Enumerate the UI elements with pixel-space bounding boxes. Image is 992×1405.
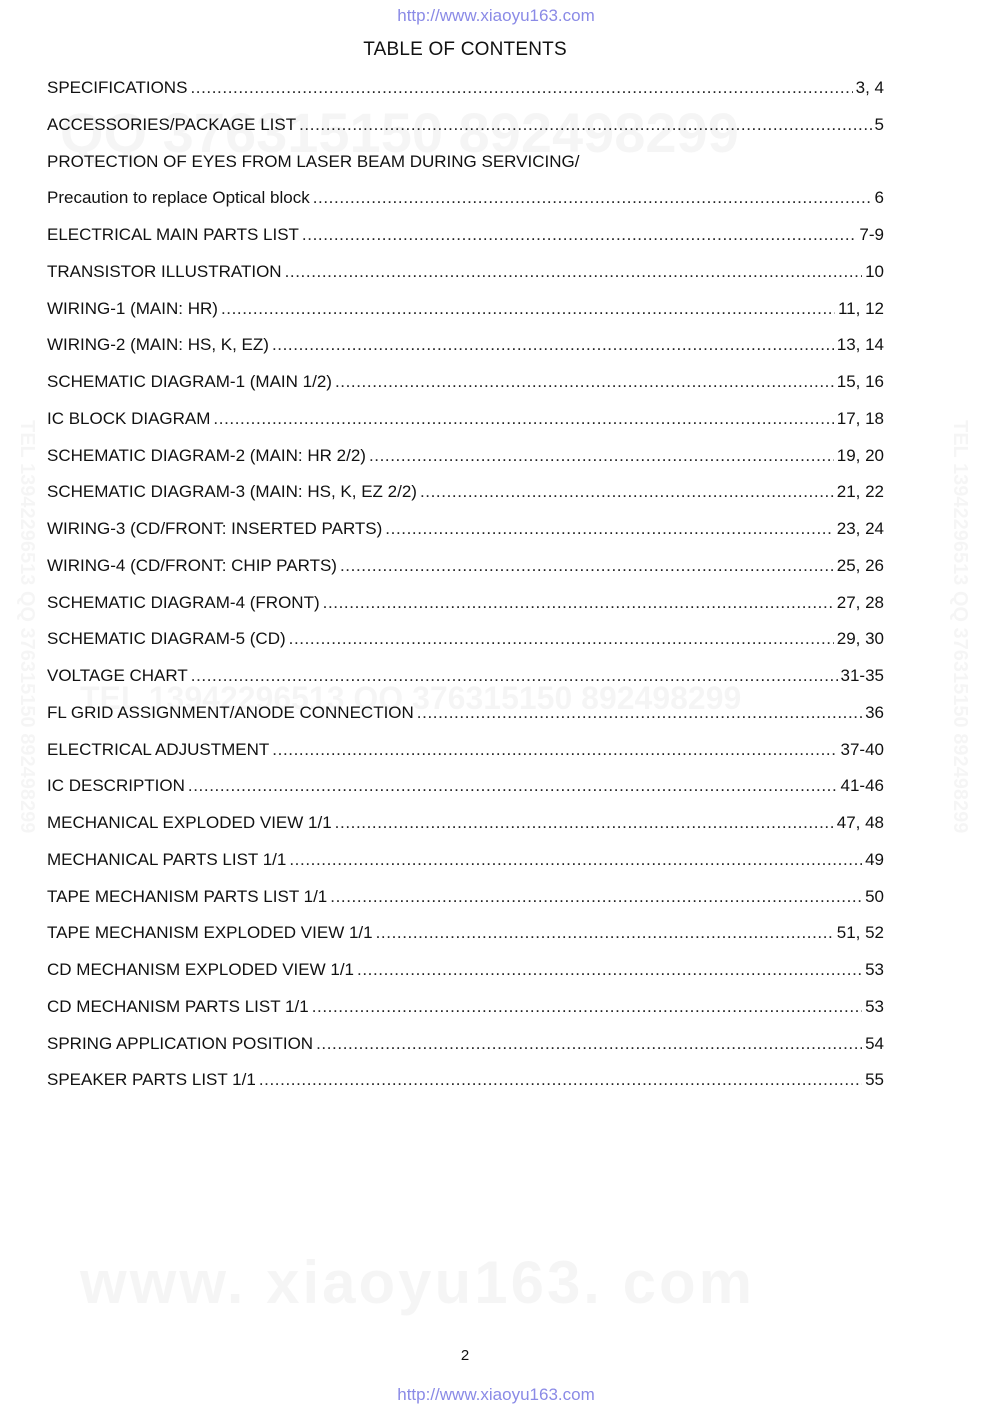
toc-leader-dots xyxy=(313,188,872,208)
toc-entry-label: PROTECTION OF EYES FROM LASER BEAM DURING SERVICING/ xyxy=(47,151,580,171)
toc-entry[interactable] xyxy=(47,666,884,703)
toc-entry-page: 10 xyxy=(865,261,884,281)
toc-entry-label: SCHEMATIC DIAGRAM-2 (MAIN: HR 2/2) xyxy=(47,445,366,465)
toc-entry[interactable] xyxy=(47,703,884,740)
toc-entry[interactable] xyxy=(47,629,884,666)
toc-entry-label: IC BLOCK DIAGRAM xyxy=(47,408,211,428)
toc-leader-dots xyxy=(323,593,834,613)
toc-entry[interactable] xyxy=(47,776,884,813)
toc-entry-page: 54 xyxy=(865,1033,884,1053)
watermark-site xyxy=(80,1248,755,1317)
toc-entry[interactable] xyxy=(47,446,884,483)
toc-entry-page: 13, 14 xyxy=(836,335,884,355)
toc-entry-label: ELECTRICAL ADJUSTMENT xyxy=(47,739,270,759)
toc-entry-label: SCHEMATIC DIAGRAM-4 (FRONT) xyxy=(47,592,320,612)
toc-entry-label: VOLTAGE CHART xyxy=(47,666,188,685)
toc-leader-dots xyxy=(417,703,862,723)
toc-entry-label: MECHANICAL EXPLODED VIEW 1/1 xyxy=(47,813,332,832)
toc-leader-dots xyxy=(376,923,834,943)
toc-entry[interactable] xyxy=(47,997,884,1034)
toc-entry-label: ELECTRICAL MAIN PARTS LIST xyxy=(47,225,299,244)
toc-entry-label: WIRING-2 (MAIN: HS, K, EZ) xyxy=(47,335,269,355)
toc-leader-dots xyxy=(213,409,833,429)
watermark-side-right xyxy=(948,420,971,833)
toc-leader-dots xyxy=(289,850,862,870)
toc-entry[interactable] xyxy=(47,225,884,262)
toc-leader-dots xyxy=(272,335,834,355)
toc-leader-dots xyxy=(299,115,871,135)
toc-entry[interactable] xyxy=(47,960,884,997)
toc-entry-label: WIRING-4 (CD/FRONT: CHIP PARTS) xyxy=(47,555,337,575)
toc-entry-label: SCHEMATIC DIAGRAM-5 (CD) xyxy=(47,629,286,649)
toc-entry-label: ACCESSORIES/PACKAGE LIST xyxy=(47,114,297,134)
toc-entry-page: 7-9 xyxy=(859,225,884,244)
toc-entry-page: 17, 18 xyxy=(836,408,884,428)
footer-url-link[interactable]: http://www.xiaoyu163.com xyxy=(397,1385,595,1404)
toc-leader-dots xyxy=(420,482,834,502)
header-url-link[interactable]: http://www.xiaoyu163.com xyxy=(397,6,595,25)
toc-leader-dots xyxy=(272,740,837,760)
toc-entry[interactable] xyxy=(47,335,884,372)
toc-entry-label: CD MECHANISM EXPLODED VIEW 1/1 xyxy=(47,960,355,979)
toc-entry-label: SCHEMATIC DIAGRAM-3 (MAIN: HS, K, EZ 2/2) xyxy=(47,482,417,502)
toc-leader-dots xyxy=(302,225,857,245)
toc-entry-page: 53 xyxy=(865,996,884,1016)
toc-entry[interactable] xyxy=(47,372,884,409)
toc-entry-page: 50 xyxy=(865,886,884,906)
toc-leader-dots xyxy=(335,372,834,392)
toc-entry-page: 55 xyxy=(865,1070,884,1090)
toc-leader-dots xyxy=(330,887,862,907)
toc-entry[interactable] xyxy=(47,519,884,556)
toc-leader-dots xyxy=(259,1070,862,1090)
toc-entry[interactable] xyxy=(47,813,884,850)
toc-entry-page: 37-40 xyxy=(840,739,884,759)
toc-entry-label: WIRING-1 (MAIN: HR) xyxy=(47,298,218,318)
toc-leader-dots xyxy=(340,556,834,576)
toc-leader-dots xyxy=(221,299,835,319)
toc-leader-dots xyxy=(335,813,834,833)
toc-entry[interactable] xyxy=(47,923,884,960)
toc-entry-page: 29, 30 xyxy=(836,629,884,649)
toc-entry-page: 5 xyxy=(874,114,884,134)
toc-entry-page: 3, 4 xyxy=(855,78,884,97)
toc-entry-label: FL GRID ASSIGNMENT/ANODE CONNECTION xyxy=(47,702,414,722)
toc-entry[interactable] xyxy=(47,262,884,299)
toc-entry-page: 31-35 xyxy=(840,666,884,685)
toc-entry-label: TAPE MECHANISM PARTS LIST 1/1 xyxy=(47,886,328,906)
toc-entry-page: 19, 20 xyxy=(836,445,884,465)
toc-entry[interactable] xyxy=(47,115,884,152)
toc-entry[interactable] xyxy=(47,299,884,336)
toc-entry-label: TAPE MECHANISM EXPLODED VIEW 1/1 xyxy=(47,923,373,943)
toc-entry-label: WIRING-3 (CD/FRONT: INSERTED PARTS) xyxy=(47,519,383,538)
table-of-contents xyxy=(47,78,884,1107)
toc-entry-label: MECHANICAL PARTS LIST 1/1 xyxy=(47,849,287,869)
toc-entry-label: SPRING APPLICATION POSITION xyxy=(47,1033,314,1053)
toc-entry-page: 27, 28 xyxy=(836,592,884,612)
toc-leader-dots xyxy=(316,1034,862,1054)
toc-entry[interactable] xyxy=(47,409,884,446)
toc-entry[interactable] xyxy=(47,1070,884,1107)
toc-entry[interactable] xyxy=(47,78,884,115)
toc-entry-label: Precaution to replace Optical block xyxy=(47,188,310,208)
toc-entry-label: SPEAKER PARTS LIST 1/1 xyxy=(47,1070,256,1090)
watermark-side-left xyxy=(15,420,38,833)
toc-entry[interactable] xyxy=(47,188,884,225)
toc-entry-page: 6 xyxy=(874,188,884,208)
toc-leader-dots xyxy=(191,666,838,686)
toc-entry-page: 47, 48 xyxy=(836,813,884,832)
toc-entry-page: 41-46 xyxy=(840,776,884,796)
toc-leader-dots xyxy=(369,446,834,466)
toc-entry-label: TRANSISTOR ILLUSTRATION xyxy=(47,261,282,281)
toc-entry-page: 11, 12 xyxy=(837,298,884,318)
toc-entry-page: 49 xyxy=(865,849,884,869)
toc-entry-label: CD MECHANISM PARTS LIST 1/1 xyxy=(47,996,309,1016)
toc-leader-dots xyxy=(188,776,838,796)
toc-entry-page: 53 xyxy=(865,960,884,979)
toc-entry[interactable] xyxy=(47,556,884,593)
toc-entry[interactable] xyxy=(47,850,884,887)
toc-entry-page: 15, 16 xyxy=(836,372,884,391)
toc-entry[interactable] xyxy=(47,1034,884,1071)
toc-leader-dots xyxy=(357,960,862,980)
toc-entry[interactable] xyxy=(47,482,884,519)
toc-entry[interactable] xyxy=(47,887,884,924)
toc-entry-page: 25, 26 xyxy=(836,555,884,575)
toc-entry[interactable] xyxy=(47,152,884,189)
toc-leader-dots xyxy=(289,629,834,649)
toc-leader-dots xyxy=(312,997,862,1017)
toc-entry-page: 51, 52 xyxy=(836,923,884,943)
toc-leader-dots xyxy=(190,78,852,98)
toc-entry-page: 23, 24 xyxy=(836,519,884,538)
toc-leader-dots xyxy=(285,262,863,282)
toc-entry-page: 21, 22 xyxy=(836,482,884,502)
toc-entry-label: SCHEMATIC DIAGRAM-1 (MAIN 1/2) xyxy=(47,372,332,391)
toc-entry-page: 36 xyxy=(865,702,884,722)
toc-entry-label: SPECIFICATIONS xyxy=(47,78,188,97)
toc-entry-label: IC DESCRIPTION xyxy=(47,776,185,796)
toc-entry[interactable] xyxy=(47,740,884,777)
page-title: TABLE OF CONTENTS xyxy=(363,39,567,60)
toc-entry[interactable] xyxy=(47,593,884,630)
toc-leader-dots xyxy=(385,519,833,539)
page-number: 2 xyxy=(460,1347,470,1364)
